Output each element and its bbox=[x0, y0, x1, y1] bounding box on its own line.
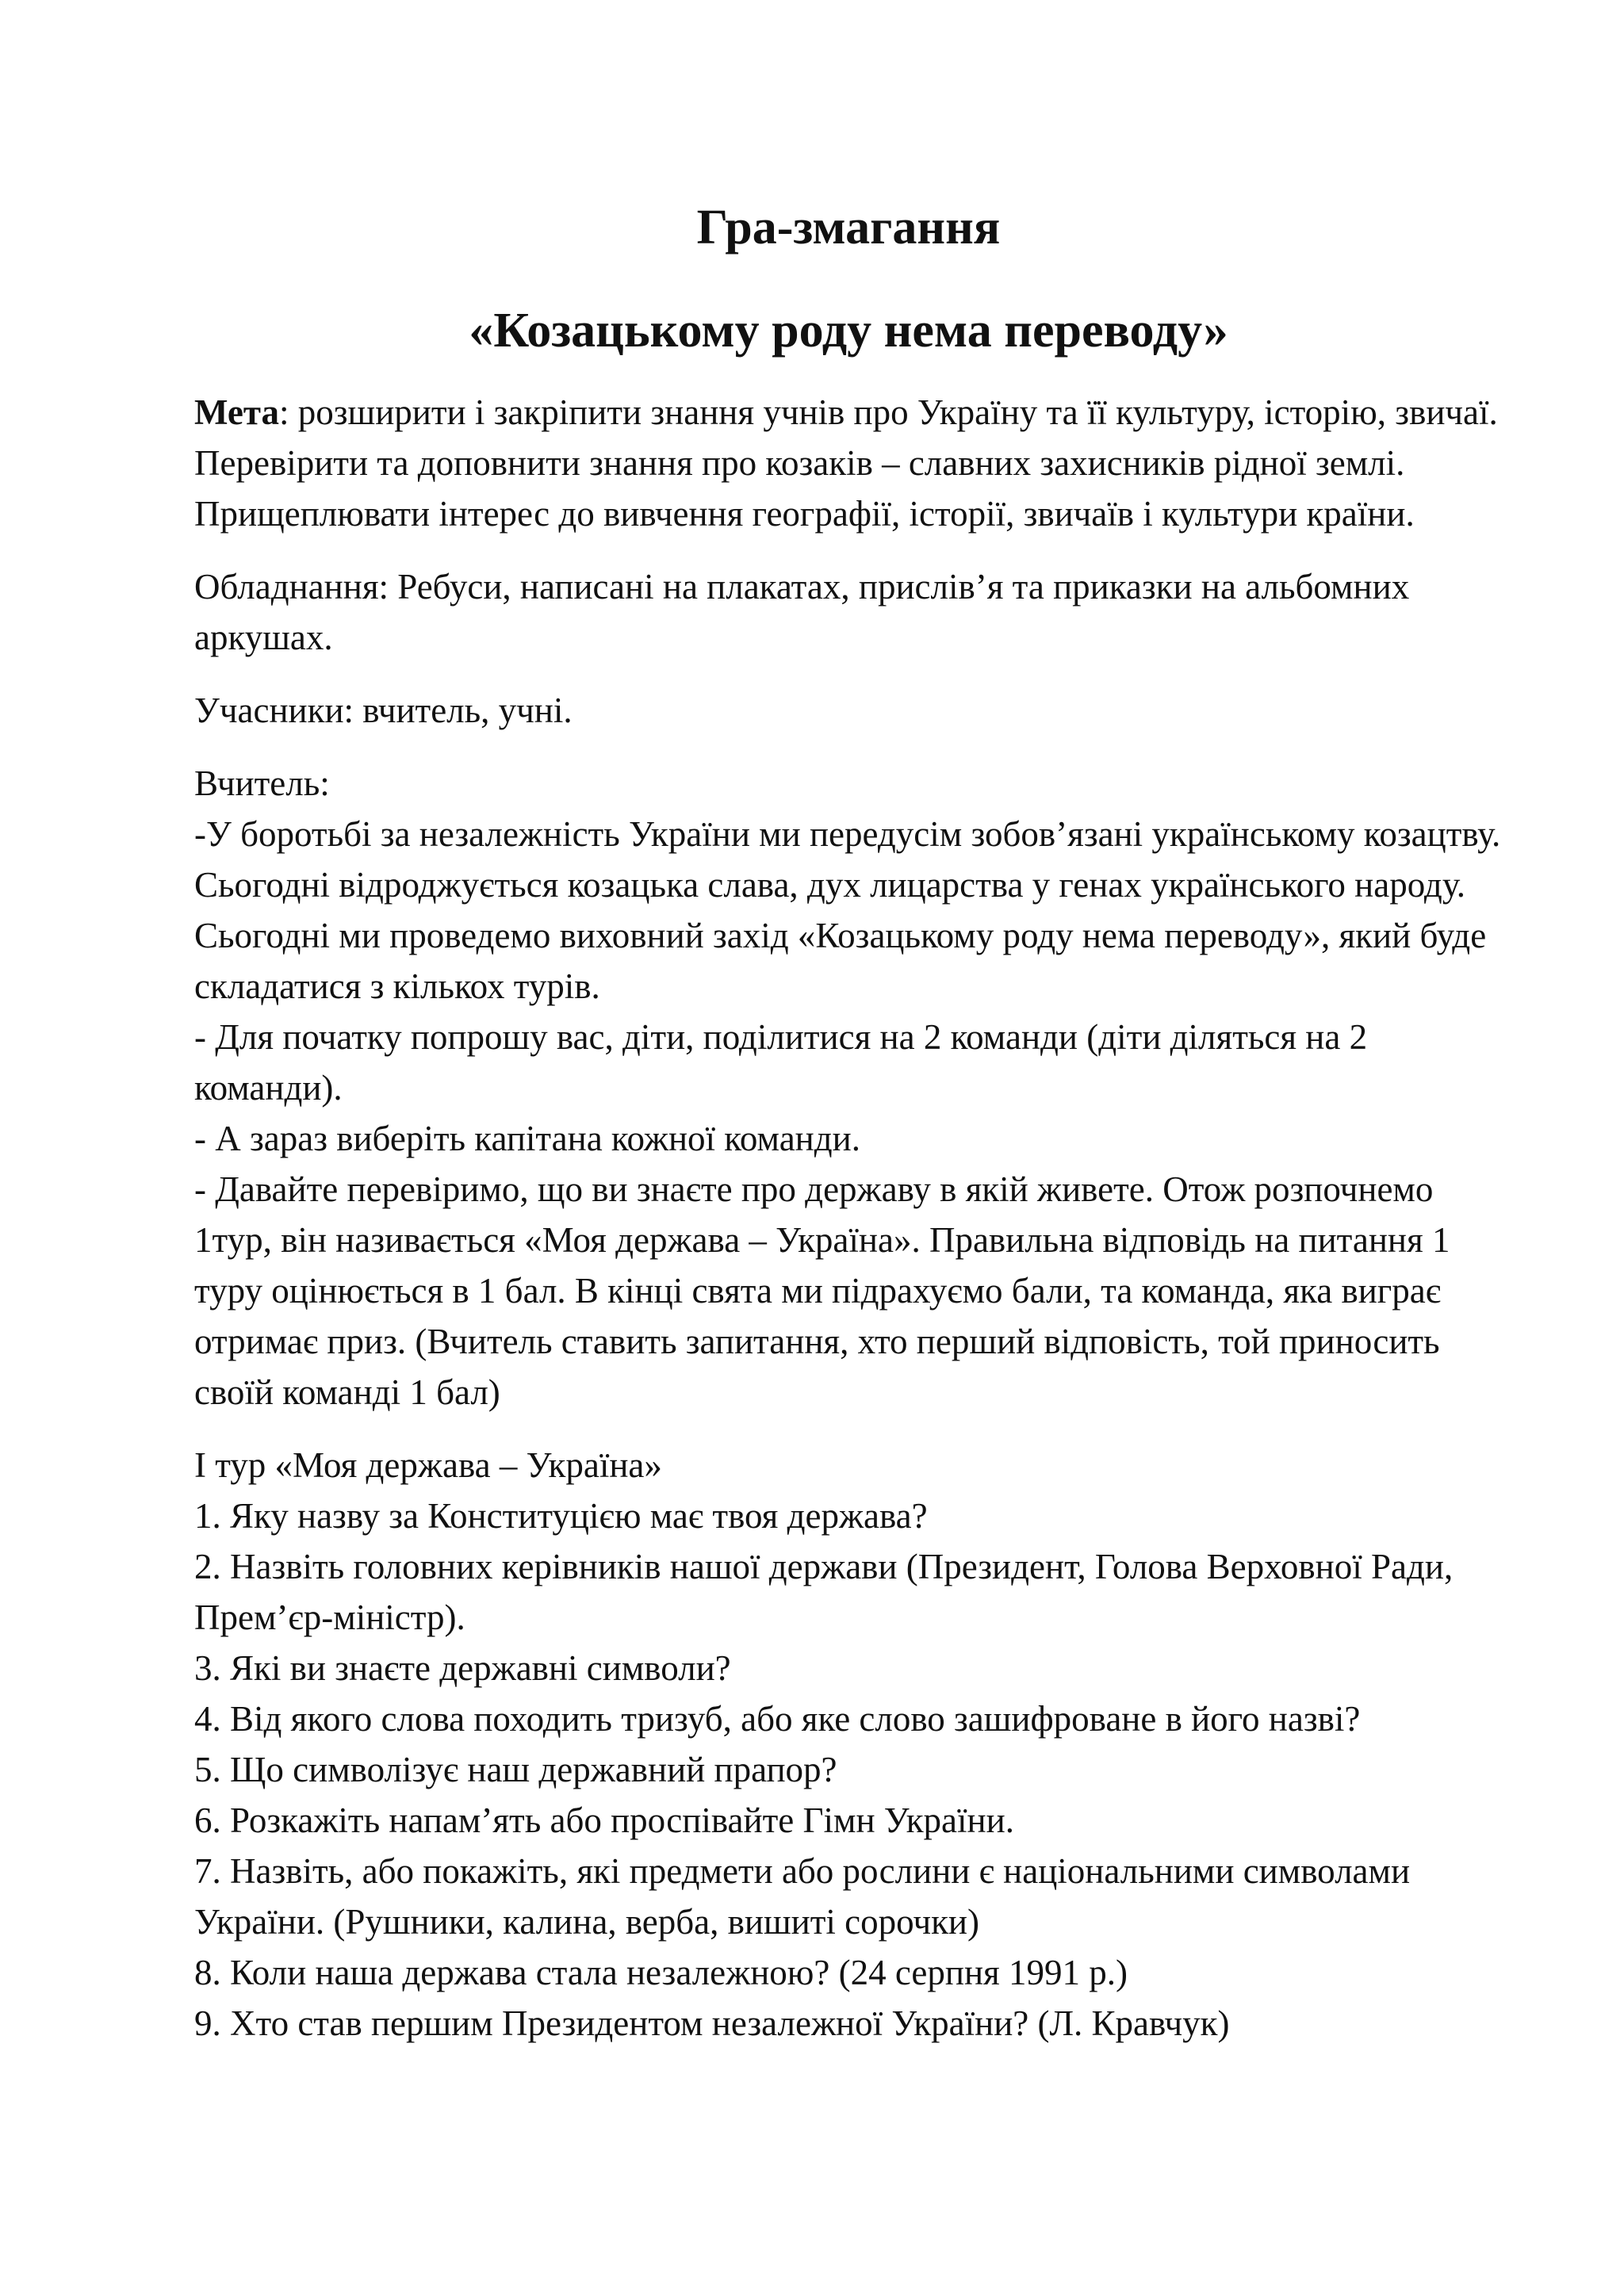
equipment-paragraph: Обладнання: Ребуси, написані на плакатах, прислів’я та приказки на альбомних аркушах. bbox=[194, 567, 1410, 657]
participants-paragraph: Учасники: вчитель, учні. bbox=[194, 691, 573, 730]
question-item: 5. Що символізує наш державний прапор? bbox=[194, 1750, 837, 1789]
goal-text: : розширити і закріпити знання учнів про Україну та її культуру, історію, звичаї. Перевірити та доповнити знання про козаків – славних захисників рідної землі. Прищеплювати інтерес до вивчення географії, історії, звичаїв і культури країни. bbox=[194, 392, 1498, 534]
question-item: 4. Від якого слова походить тризуб, або яке слово зашифроване в його назві? bbox=[194, 1699, 1361, 1739]
teacher-line: - А зараз виберіть капітана кожної команди. bbox=[194, 1119, 860, 1158]
document-content bbox=[194, 198, 1503, 2071]
document-subtitle: «Козацькому роду нема переводу» bbox=[469, 304, 1228, 358]
question-item: 2. Назвіть головних керівників нашої держави (Президент, Голова Верховної Ради, Прем’єр-міністр). bbox=[194, 1547, 1454, 1637]
question-item: 7. Назвіть, або покажіть, які предмети або рослини є національними символами України. (Рушники, калина, верба, вишиті сорочки) bbox=[194, 1851, 1411, 1942]
teacher-label: Вчитель: bbox=[194, 763, 330, 803]
teacher-line: - Для початку попрошу вас, діти, поділитися на 2 команди (діти діляться на 2 команди). bbox=[194, 1017, 1368, 1108]
teacher-line: -У боротьбі за незалежність України ми передусім зобов’язані українському козацтву. Сьогодні відроджується козацька слава, дух лицарства у генах українського народу. Сьогодні ми проведемо виховний захід «Козацькому роду нема переводу», який буде складатися з кількох турів. bbox=[194, 814, 1501, 1006]
document-title: Гра-змагання bbox=[696, 201, 1001, 254]
teacher-section bbox=[194, 758, 1503, 1418]
question-item: 6. Розкажіть напам’ять або проспівайте Гімн України. bbox=[194, 1800, 1014, 1840]
goal-label: Мета bbox=[194, 392, 280, 432]
round1-section bbox=[194, 1440, 1503, 2049]
question-item: 3. Які ви знаєте державні символи? bbox=[194, 1648, 731, 1688]
round1-heading: І тур «Моя держава – Україна» bbox=[194, 1445, 662, 1485]
question-item: 9. Хто став першим Президентом незалежної України? (Л. Кравчук) bbox=[194, 2003, 1230, 2043]
goal-paragraph bbox=[194, 387, 1503, 539]
question-item: 8. Коли наша держава стала незалежною? (24 серпня 1991 р.) bbox=[194, 1953, 1128, 1992]
teacher-line: - Давайте перевіримо, що ви знаєте про державу в якій живете. Отож розпочнемо 1тур, він називається «Моя держава – Україна». Правильна відповідь на питання 1 туру оцінюється в 1 бал. В кінці свята ми підрахуємо бали, та команда, яка виграє отримає приз. (Вчитель ставить запитання, хто перший відповість, той приносить своїй команді 1 бал) bbox=[194, 1169, 1450, 1412]
question-item: 1. Яку назву за Конституцією має твоя держава? bbox=[194, 1496, 928, 1536]
